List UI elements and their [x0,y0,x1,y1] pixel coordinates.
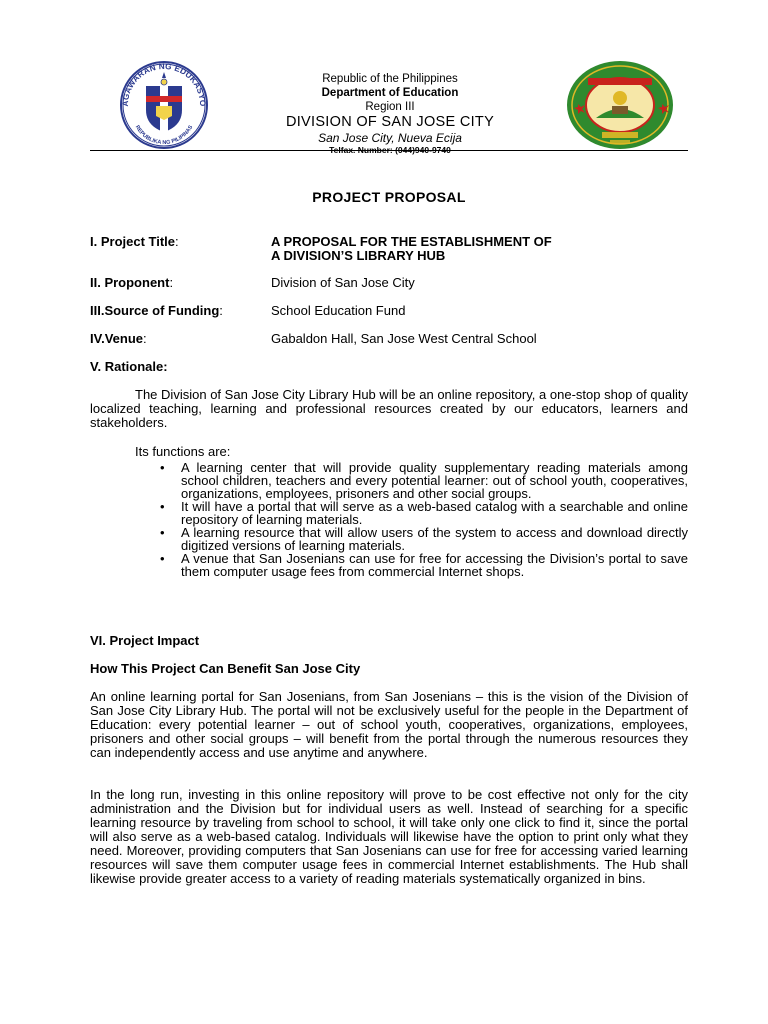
letterhead-republic: Republic of the Philippines [322,73,458,85]
document-title: PROJECT PROPOSAL [312,189,466,205]
letterhead-telfax: Telfax. Number: (044)940-9740 [329,145,451,155]
field-colon: : [219,303,223,318]
rationale-paragraph: The Division of San Jose City Library Hub will be an online repository, a one-stop shop of quality localized teaching, learning and professional resources created by our educators, learners and stakeholders. [90,387,688,430]
functions-list [181,461,688,578]
header-divider [90,150,688,151]
functions-intro: Its functions are: [135,444,231,459]
project-title-line1: A PROPOSAL FOR THE ESTABLISHMENT OF [271,234,552,249]
field-label: III.Source of Funding [90,303,220,318]
field-colon: : [143,331,147,346]
deped-seal-icon [110,60,218,150]
project-title-line2: A DIVISION’S LIBRARY HUB [271,248,446,263]
list-item: • It will have a portal that will serve as a web-based catalog with a searchable and online repository of learning materials. [181,500,688,526]
letterhead-department: Department of Education [321,87,459,99]
letterhead-city: San Jose City, Nueva Ecija [318,131,462,145]
impact-subheading: How This Project Can Benefit San Jose City [90,661,361,676]
impact-paragraph-2: In the long run, investing in this online repository will prove to be cost effective not only for the city administration and the Division but for individual users as well. Instead of searching for a specific learning resource by traveling from school to school, it will take only one click to find it, since the portal will also serve as a web-based catalog. Individuals will likewise have the option to print only what they need. Moreover, providing computers that San Josenians can use for free for accessing varied learning resources will save them computer usage fees in commercial Internet establishments. The Hub shall likewise provide greater access to a variety of reading materials systematically organized in bins. [90,787,688,886]
list-item: • A learning center that will provide quality supplementary reading materials among school children, teachers and every potential learner: out of school youth, cooperatives, organizations, employees, prisoners and other social groups. [181,461,688,500]
letterhead-region: Region III [365,101,415,113]
svg-text:KAGAWARAN NG EDUKASYON: AGAWARAN NG EDUKASYO [120,61,208,107]
field-project-title [90,235,688,263]
field-value: Gabaldon Hall, San Jose West Central School [271,331,537,346]
field-colon: : [169,275,174,290]
letterhead [240,72,540,156]
section-heading-rationale: V. Rationale: [90,359,168,374]
letterhead-division: DIVISION OF SAN JOSE CITY [285,114,495,130]
field-label: I. Project Title [90,234,176,249]
san-jose-city-seal-icon [566,60,674,150]
field-value: School Education Fund [271,303,406,318]
list-item: • A venue that San Josenians can use for free for accessing the Division’s portal to save them computer usage fees from commercial Internet shops. [181,552,688,578]
field-label: IV.Venue [90,331,143,346]
impact-paragraph-1: An online learning portal for San Josenians, from San Josenians – this is the vision of the Division of San Jose City Library Hub. The portal will not be exclusively useful for the people in the Department of Education: every potential learner – out of school youth, cooperatives, organizations, employees, prisoners and other social groups – will benefit from the portal through the numerous resources they can independently access and use anytime and anywhere. [90,689,688,760]
list-item: • A learning resource that will allow users of the system to access and download directly digitized versions of learning materials. [181,526,688,552]
field-venue [90,332,688,346]
field-funding [90,304,688,318]
field-proponent [90,276,688,290]
field-value: Division of San Jose City [271,275,415,290]
svg-text:REPUBLIKA NG PILIPINAS: REPUBLIKA NG PILIPINAS [133,124,195,147]
field-label: II. Proponent [90,275,170,290]
field-colon: : [175,234,179,249]
section-heading-impact: VI. Project Impact [90,633,200,648]
